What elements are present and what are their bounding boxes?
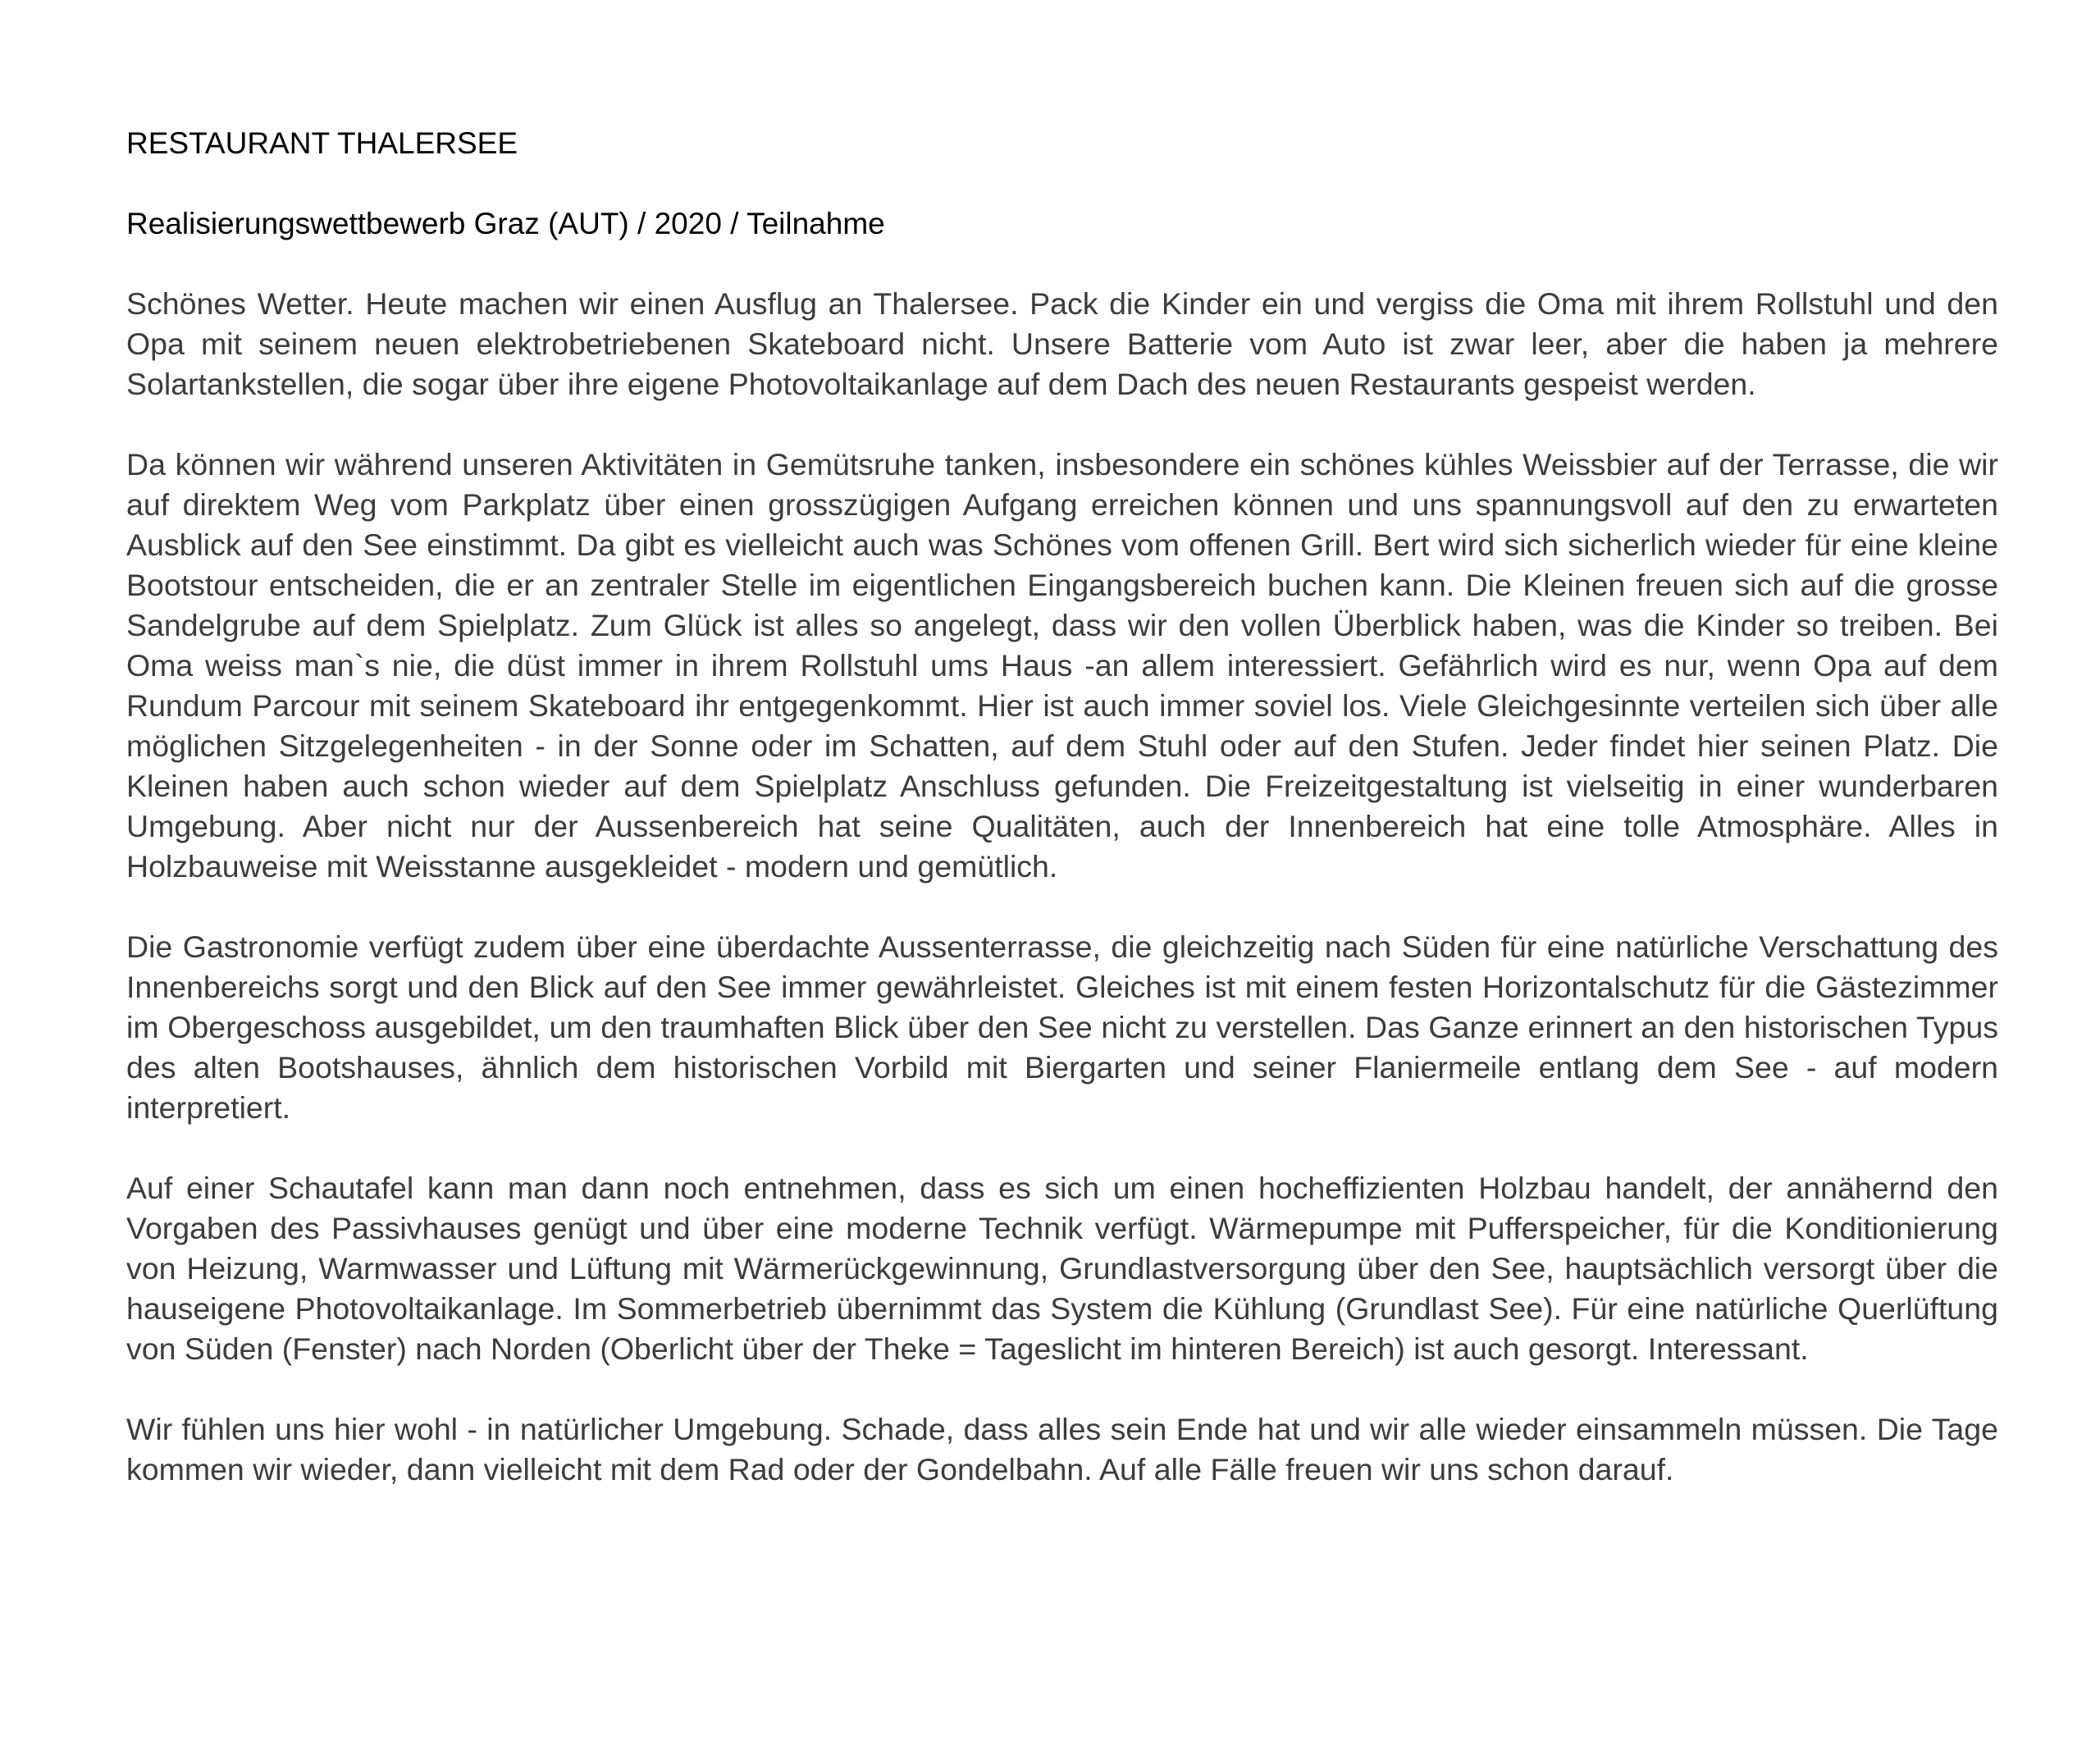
- paragraph-activities: Da können wir während unseren Aktivitäten in Gemütsruhe tanken, insbesondere ein schönes kühles Weissbier auf der Terrasse, die wir auf direktem Weg vom Parkplatz über einen grosszügigen Aufgang erreichen können und uns spannungsvoll auf den zu erwarteten Ausblick auf den See einstimmt. Da gibt es vielleicht auch was Schönes vom offenen Grill. Bert wird sich sicherlich wieder für eine kleine Bootstour entscheiden, die er an zentraler Stelle im eigentlichen Eingangsbereich buchen kann. Die Kleinen freuen sich auf die grosse Sandelgrube auf dem Spielplatz. Zum Glück ist alles so angelegt, dass wir den vollen Überblick haben, was die Kinder so treiben. Bei Oma weiss man`s nie, die düst immer in ihrem Rollstuhl ums Haus -an allem interessiert. Gefährlich wird es nur, wenn Opa auf dem Rundum Parcour mit seinem Skateboard ihr entgegenkommt. Hier ist auch immer soviel los. Viele Gleichgesinnte verteilen sich über alle möglichen Sitzgelegenheiten - in der Sonne oder im Schatten, auf dem Stuhl oder auf den Stufen. Jeder findet hier seinen Platz. Die Kleinen haben auch schon wieder auf dem Spielplatz Anschluss gefunden. Die Freizeitgestaltung ist vielseitig in einer wunderbaren Umgebung. Aber nicht nur der Aussenbereich hat seine Qualitäten, auch der Innenbereich hat eine tolle Atmosphäre. Alles in Holzbauweise mit Weisstanne ausgekleidet - modern und gemütlich.: [126, 447, 1998, 884]
- document-subtitle: Realisierungswettbewerb Graz (AUT) / 2020 / Teilnahme: [126, 207, 885, 240]
- paragraph-gastronomy: Die Gastronomie verfügt zudem über eine überdachte Aussenterrasse, die gleichzeitig nach Süden für eine natürliche Verschattung des Innenbereichs sorgt und den Blick auf den See immer gewährleistet. Gleiches ist mit einem festen Horizontalschutz für die Gästezimmer im Obergeschoss ausgebildet, um den traumhaften Blick über den See nicht zu verstellen. Das Ganze erinnert an den historischen Typus des alten Bootshauses, ähnlich dem historischen Vorbild mit Biergarten und seiner Flaniermeile entlang dem See - auf modern interpretiert.: [126, 929, 1998, 1125]
- paragraph-closing: Wir fühlen uns hier wohl - in natürlicher Umgebung. Schade, dass alles sein Ende hat und wir alle wieder einsammeln müssen. Die Tage kommen wir wieder, dann vielleicht mit dem Rad oder der Gondelbahn. Auf alle Fälle freuen wir uns schon darauf.: [126, 1412, 1998, 1486]
- document-page: [126, 123, 1998, 1530]
- paragraph-intro: Schönes Wetter. Heute machen wir einen Ausflug an Thalersee. Pack die Kinder ein und vergiss die Oma mit ihrem Rollstuhl und den Opa mit seinem neuen elektrobetriebenen Skateboard nicht. Unsere Batterie vom Auto ist zwar leer, aber die haben ja mehrere Solartankstellen, die sogar über ihre eigene Photovoltaikanlage auf dem Dach des neuen Restaurants gespeist werden.: [126, 286, 1998, 401]
- paragraph-technology: Auf einer Schautafel kann man dann noch entnehmen, dass es sich um einen hocheffizienten Holzbau handelt, der annähernd den Vorgaben des Passivhauses genügt und über eine moderne Technik verfügt. Wärmepumpe mit Pufferspeicher, für die Konditionierung von Heizung, Warmwasser und Lüftung mit Wärmerückgewinnung, Grundlastversorgung über den See, hauptsächlich versorgt über die hauseigene Photovoltaikanlage. Im Sommerbetrieb übernimmt das System die Kühlung (Grundlast See). Für eine natürliche Querlüftung von Süden (Fenster) nach Norden (Oberlicht über der Theke = Tageslicht im hinteren Bereich) ist auch gesorgt. Interessant.: [126, 1171, 1998, 1366]
- document-title: RESTAURANT THALERSEE: [126, 126, 518, 160]
